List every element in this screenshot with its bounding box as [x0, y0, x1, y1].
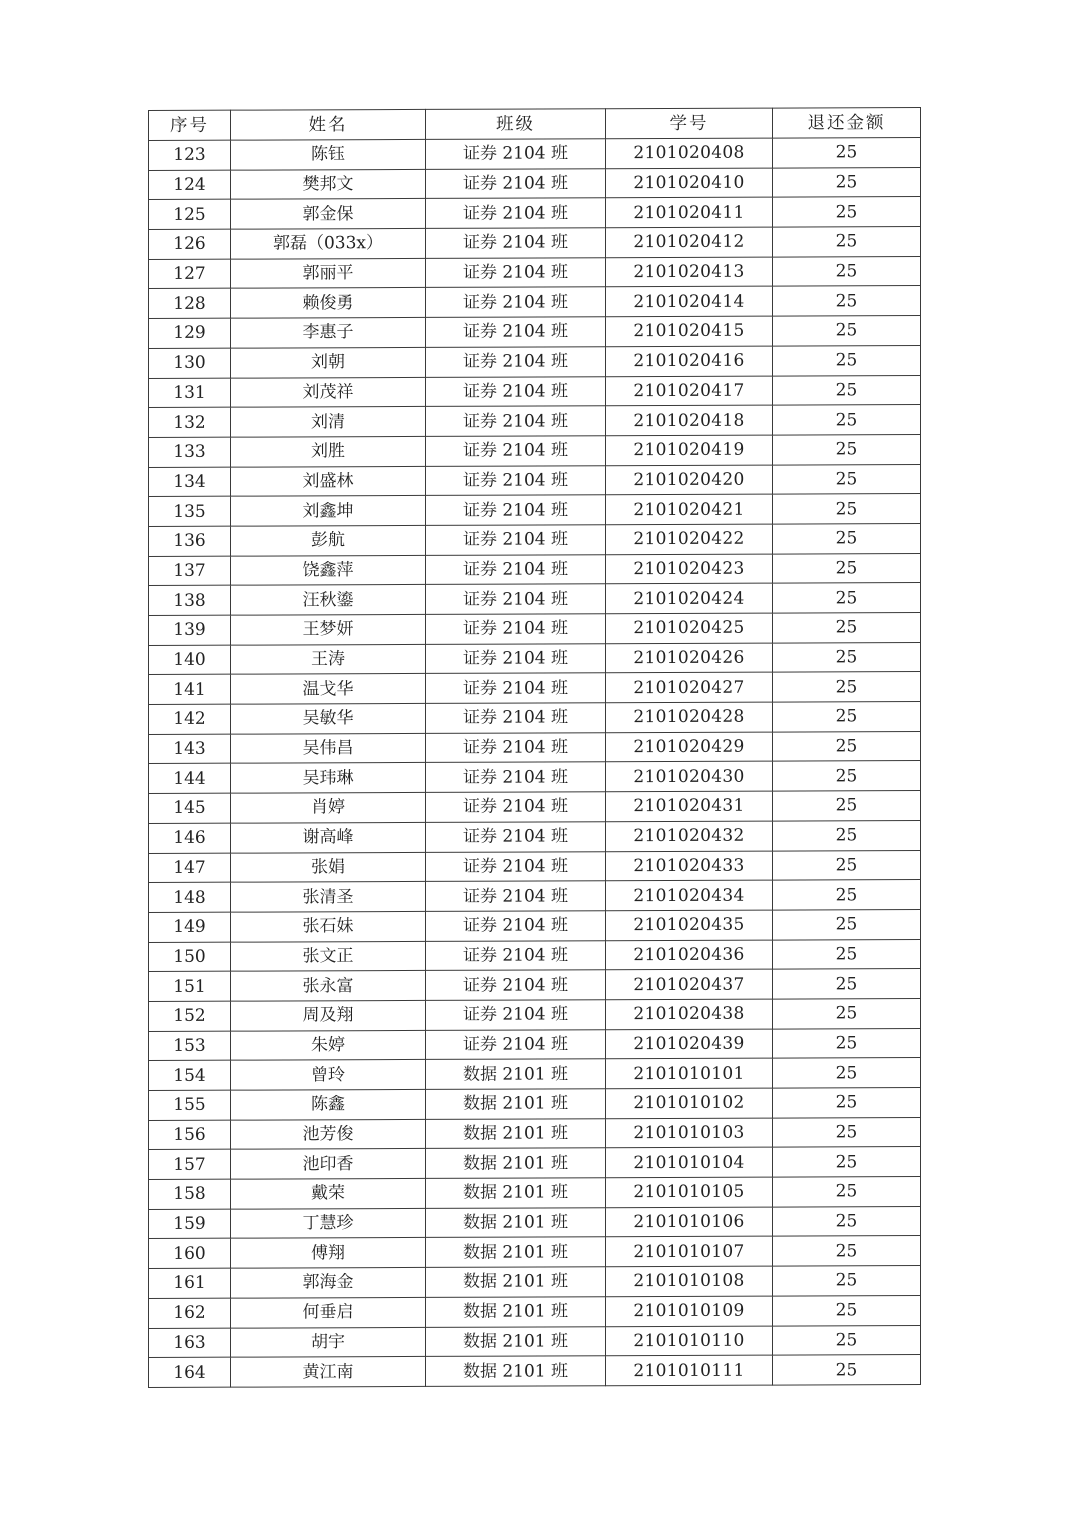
cell-name: 吴玮琳: [231, 763, 426, 793]
cell-name: 王涛: [231, 644, 426, 674]
cell-student-id: 2101020434: [606, 880, 773, 910]
cell-refund-amount: 25: [773, 1058, 921, 1088]
cell-refund-amount: 25: [773, 1295, 921, 1325]
cell-refund-amount: 25: [773, 1206, 921, 1236]
cell-class: 证券 2104 班: [426, 822, 606, 852]
cell-student-id: 2101020437: [606, 969, 773, 999]
cell-class: 证券 2104 班: [426, 1029, 606, 1059]
cell-name: 吴伟昌: [231, 733, 426, 763]
cell-seq-no: 126: [149, 229, 231, 259]
cell-seq-no: 162: [149, 1298, 231, 1328]
table-row: [149, 1177, 921, 1210]
cell-student-id: 2101020430: [606, 762, 773, 792]
cell-name: 刘朝: [231, 347, 426, 377]
cell-student-id: 2101020429: [606, 732, 773, 762]
cell-refund-amount: 25: [773, 613, 921, 643]
cell-name: 谢高峰: [231, 822, 426, 852]
cell-student-id: 2101020435: [606, 910, 773, 940]
table-row: [149, 791, 921, 824]
cell-class: 数据 2101 班: [426, 1059, 606, 1089]
table-row: [149, 613, 921, 646]
cell-class: 证券 2104 班: [426, 198, 606, 228]
cell-student-id: 2101010103: [606, 1118, 773, 1148]
cell-refund-amount: 25: [773, 1355, 921, 1385]
cell-seq-no: 146: [149, 823, 231, 853]
cell-name: 张永富: [231, 971, 426, 1001]
cell-name: 傅翔: [231, 1238, 426, 1268]
table-row: [149, 464, 921, 497]
cell-seq-no: 133: [149, 437, 231, 467]
cell-refund-amount: 25: [773, 227, 921, 257]
cell-seq-no: 136: [149, 526, 231, 556]
cell-class: 证券 2104 班: [426, 673, 606, 703]
cell-seq-no: 123: [149, 140, 231, 170]
cell-class: 证券 2104 班: [426, 287, 606, 317]
cell-student-id: 2101020412: [606, 227, 773, 257]
table-row: [149, 642, 921, 675]
cell-class: 证券 2104 班: [426, 317, 606, 347]
cell-refund-amount: 25: [773, 1117, 921, 1147]
cell-refund-amount: 25: [773, 316, 921, 346]
cell-student-id: 2101010108: [606, 1266, 773, 1296]
cell-student-id: 2101020422: [606, 524, 773, 554]
cell-name: 汪秋鎏: [231, 585, 426, 615]
table-row: [149, 1088, 921, 1121]
cell-name: 郭金保: [231, 199, 426, 229]
cell-name: 曾玲: [231, 1060, 426, 1090]
cell-class: 数据 2101 班: [426, 1089, 606, 1119]
cell-class: 证券 2104 班: [426, 1000, 606, 1030]
cell-seq-no: 132: [149, 407, 231, 437]
cell-class: 证券 2104 班: [426, 139, 606, 169]
cell-seq-no: 127: [149, 259, 231, 289]
cell-seq-no: 137: [149, 556, 231, 586]
cell-seq-no: 150: [149, 942, 231, 972]
cell-student-id: 2101020416: [606, 346, 773, 376]
cell-name: 刘盛林: [231, 466, 426, 496]
cell-class: 数据 2101 班: [426, 1148, 606, 1178]
cell-student-id: 2101020424: [606, 583, 773, 613]
cell-student-id: 2101010104: [606, 1147, 773, 1177]
cell-seq-no: 161: [149, 1268, 231, 1298]
cell-student-id: 2101020420: [606, 465, 773, 495]
cell-seq-no: 125: [149, 200, 231, 230]
table-row: [149, 197, 921, 230]
table-row: [149, 939, 921, 972]
cell-student-id: 2101020432: [606, 821, 773, 851]
cell-student-id: 2101020415: [606, 316, 773, 346]
cell-name: 刘清: [231, 407, 426, 437]
cell-class: 证券 2104 班: [426, 376, 606, 406]
cell-name: 郭海金: [231, 1268, 426, 1298]
cell-refund-amount: 25: [773, 464, 921, 494]
cell-seq-no: 155: [149, 1090, 231, 1120]
cell-seq-no: 143: [149, 734, 231, 764]
refund-table-sheet: [148, 107, 920, 1388]
cell-refund-amount: 25: [773, 702, 921, 732]
table-row: [149, 434, 921, 467]
table-row: [149, 1147, 921, 1180]
cell-class: 数据 2101 班: [426, 1207, 606, 1237]
cell-name: 郭丽平: [231, 258, 426, 288]
cell-student-id: 2101020414: [606, 287, 773, 317]
header-student-id: 学号: [606, 108, 773, 139]
table-row: [149, 909, 921, 942]
cell-refund-amount: 25: [773, 138, 921, 168]
cell-class: 证券 2104 班: [426, 732, 606, 762]
cell-name: 池印香: [231, 1149, 426, 1179]
cell-seq-no: 134: [149, 467, 231, 497]
cell-student-id: 2101010106: [606, 1207, 773, 1237]
cell-name: 王梦妍: [231, 614, 426, 644]
cell-student-id: 2101020418: [606, 405, 773, 435]
cell-class: 数据 2101 班: [426, 1356, 606, 1386]
cell-name: 吴敏华: [231, 703, 426, 733]
cell-refund-amount: 25: [773, 1088, 921, 1118]
cell-name: 周及翔: [231, 1000, 426, 1030]
cell-class: 证券 2104 班: [426, 911, 606, 941]
cell-name: 朱婷: [231, 1030, 426, 1060]
cell-name: 刘胜: [231, 436, 426, 466]
cell-refund-amount: 25: [773, 375, 921, 405]
cell-seq-no: 140: [149, 645, 231, 675]
cell-name: 郭磊（033x）: [231, 228, 426, 258]
cell-student-id: 2101020413: [606, 257, 773, 287]
cell-name: 丁慧珍: [231, 1208, 426, 1238]
table-row: [149, 583, 921, 616]
cell-refund-amount: 25: [773, 405, 921, 435]
cell-name: 陈钰: [231, 139, 426, 169]
cell-seq-no: 135: [149, 496, 231, 526]
table-row: [149, 731, 921, 764]
cell-class: 数据 2101 班: [426, 1118, 606, 1148]
cell-seq-no: 154: [149, 1060, 231, 1090]
cell-class: 证券 2104 班: [426, 257, 606, 287]
table-row: [149, 375, 921, 408]
cell-refund-amount: 25: [773, 1028, 921, 1058]
cell-name: 温戈华: [231, 674, 426, 704]
table-row: [149, 1117, 921, 1150]
cell-seq-no: 149: [149, 912, 231, 942]
table-row: [149, 880, 921, 913]
cell-seq-no: 159: [149, 1209, 231, 1239]
cell-seq-no: 124: [149, 170, 231, 200]
table-row: [149, 405, 921, 438]
cell-name: 樊邦文: [231, 169, 426, 199]
cell-class: 证券 2104 班: [426, 792, 606, 822]
cell-class: 证券 2104 班: [426, 584, 606, 614]
header-name: 姓名: [231, 109, 426, 140]
cell-class: 数据 2101 班: [426, 1178, 606, 1208]
cell-student-id: 2101020421: [606, 494, 773, 524]
cell-seq-no: 157: [149, 1150, 231, 1180]
cell-class: 证券 2104 班: [426, 465, 606, 495]
cell-name: 彭航: [231, 525, 426, 555]
cell-refund-amount: 25: [773, 642, 921, 672]
cell-class: 证券 2104 班: [426, 762, 606, 792]
cell-class: 证券 2104 班: [426, 614, 606, 644]
cell-refund-amount: 25: [773, 939, 921, 969]
table-row: [149, 1028, 921, 1061]
cell-refund-amount: 25: [773, 345, 921, 375]
table-row: [149, 672, 921, 705]
cell-student-id: 2101020426: [606, 643, 773, 673]
table-row: [149, 1355, 921, 1388]
cell-seq-no: 163: [149, 1328, 231, 1358]
cell-class: 证券 2104 班: [426, 643, 606, 673]
cell-refund-amount: 25: [773, 761, 921, 791]
cell-seq-no: 153: [149, 1031, 231, 1061]
cell-student-id: 2101020438: [606, 999, 773, 1029]
cell-name: 张清圣: [231, 882, 426, 912]
table-row: [149, 256, 921, 289]
header-seq-no: 序号: [149, 110, 231, 140]
cell-seq-no: 145: [149, 793, 231, 823]
table-row: [149, 761, 921, 794]
cell-seq-no: 144: [149, 764, 231, 794]
cell-refund-amount: 25: [773, 880, 921, 910]
cell-seq-no: 152: [149, 1001, 231, 1031]
cell-student-id: 2101020433: [606, 851, 773, 881]
cell-student-id: 2101020423: [606, 554, 773, 584]
cell-student-id: 2101020417: [606, 376, 773, 406]
table-row: [149, 1236, 921, 1269]
cell-name: 李惠子: [231, 318, 426, 348]
cell-name: 刘茂祥: [231, 377, 426, 407]
cell-student-id: 2101020431: [606, 791, 773, 821]
cell-student-id: 2101010109: [606, 1296, 773, 1326]
cell-refund-amount: 25: [773, 197, 921, 227]
cell-name: 陈鑫: [231, 1089, 426, 1119]
cell-student-id: 2101020411: [606, 197, 773, 227]
cell-name: 张娟: [231, 852, 426, 882]
table-row: [149, 167, 921, 200]
cell-seq-no: 131: [149, 378, 231, 408]
cell-refund-amount: 25: [773, 1147, 921, 1177]
cell-class: 证券 2104 班: [426, 940, 606, 970]
cell-seq-no: 141: [149, 675, 231, 705]
cell-seq-no: 156: [149, 1120, 231, 1150]
table-row: [149, 286, 921, 319]
cell-refund-amount: 25: [773, 731, 921, 761]
cell-name: 张文正: [231, 941, 426, 971]
cell-refund-amount: 25: [773, 1266, 921, 1296]
cell-class: 证券 2104 班: [426, 495, 606, 525]
cell-refund-amount: 25: [773, 850, 921, 880]
cell-refund-amount: 25: [773, 909, 921, 939]
cell-refund-amount: 25: [773, 969, 921, 999]
cell-refund-amount: 25: [773, 167, 921, 197]
table-header-row: [149, 108, 921, 141]
cell-class: 证券 2104 班: [426, 703, 606, 733]
table-row: [149, 850, 921, 883]
cell-seq-no: 142: [149, 704, 231, 734]
table-row: [149, 316, 921, 349]
cell-student-id: 2101020427: [606, 672, 773, 702]
cell-seq-no: 128: [149, 289, 231, 319]
table-row: [149, 702, 921, 735]
cell-seq-no: 129: [149, 318, 231, 348]
cell-refund-amount: 25: [773, 672, 921, 702]
table-row: [149, 553, 921, 586]
cell-name: 何垂启: [231, 1297, 426, 1327]
cell-student-id: 2101020439: [606, 1029, 773, 1059]
cell-student-id: 2101010110: [606, 1326, 773, 1356]
cell-refund-amount: 25: [773, 791, 921, 821]
cell-student-id: 2101010105: [606, 1177, 773, 1207]
cell-refund-amount: 25: [773, 998, 921, 1028]
cell-seq-no: 130: [149, 348, 231, 378]
cell-student-id: 2101020408: [606, 138, 773, 168]
table-row: [149, 227, 921, 260]
cell-refund-amount: 25: [773, 1236, 921, 1266]
cell-class: 证券 2104 班: [426, 347, 606, 377]
cell-name: 赖俊勇: [231, 288, 426, 318]
table-row: [149, 345, 921, 378]
table-row: [149, 1058, 921, 1091]
cell-student-id: 2101020428: [606, 702, 773, 732]
table-row: [149, 1206, 921, 1239]
cell-name: 池芳俊: [231, 1119, 426, 1149]
cell-student-id: 2101020425: [606, 613, 773, 643]
cell-name: 张石妹: [231, 911, 426, 941]
cell-refund-amount: 25: [773, 494, 921, 524]
cell-refund-amount: 25: [773, 256, 921, 286]
cell-class: 证券 2104 班: [426, 406, 606, 436]
cell-class: 证券 2104 班: [426, 525, 606, 555]
cell-seq-no: 148: [149, 882, 231, 912]
table-row: [149, 998, 921, 1031]
cell-name: 饶鑫萍: [231, 555, 426, 585]
cell-class: 证券 2104 班: [426, 228, 606, 258]
refund-table: [148, 107, 921, 1388]
cell-student-id: 2101010107: [606, 1237, 773, 1267]
table-row: [149, 969, 921, 1002]
table-row: [149, 1295, 921, 1328]
table-row: [149, 138, 921, 171]
cell-student-id: 2101020436: [606, 940, 773, 970]
cell-seq-no: 158: [149, 1179, 231, 1209]
table-row: [149, 1266, 921, 1299]
cell-refund-amount: 25: [773, 434, 921, 464]
cell-seq-no: 139: [149, 615, 231, 645]
cell-class: 数据 2101 班: [426, 1237, 606, 1267]
cell-student-id: 2101020410: [606, 168, 773, 198]
cell-class: 数据 2101 班: [426, 1326, 606, 1356]
cell-class: 证券 2104 班: [426, 436, 606, 466]
cell-class: 证券 2104 班: [426, 881, 606, 911]
cell-class: 证券 2104 班: [426, 851, 606, 881]
cell-student-id: 2101010111: [606, 1355, 773, 1385]
cell-seq-no: 138: [149, 585, 231, 615]
cell-name: 戴荣: [231, 1178, 426, 1208]
table-row: [149, 1325, 921, 1358]
cell-student-id: 2101020419: [606, 435, 773, 465]
cell-name: 肖婷: [231, 793, 426, 823]
cell-refund-amount: 25: [773, 553, 921, 583]
table-row: [149, 523, 921, 556]
cell-refund-amount: 25: [773, 1177, 921, 1207]
cell-class: 证券 2104 班: [426, 970, 606, 1000]
cell-seq-no: 160: [149, 1239, 231, 1269]
cell-student-id: 2101010102: [606, 1088, 773, 1118]
cell-class: 数据 2101 班: [426, 1267, 606, 1297]
cell-refund-amount: 25: [773, 583, 921, 613]
header-refund-amount: 退还金额: [773, 108, 921, 139]
cell-name: 黄江南: [231, 1357, 426, 1387]
cell-student-id: 2101010101: [606, 1058, 773, 1088]
header-class: 班级: [426, 109, 606, 140]
cell-seq-no: 147: [149, 853, 231, 883]
cell-seq-no: 151: [149, 971, 231, 1001]
cell-refund-amount: 25: [773, 286, 921, 316]
cell-name: 刘鑫坤: [231, 496, 426, 526]
table-row: [149, 494, 921, 527]
cell-refund-amount: 25: [773, 1325, 921, 1355]
cell-class: 数据 2101 班: [426, 1297, 606, 1327]
cell-class: 证券 2104 班: [426, 168, 606, 198]
cell-name: 胡宇: [231, 1327, 426, 1357]
table-row: [149, 820, 921, 853]
cell-refund-amount: 25: [773, 820, 921, 850]
table-body: [149, 138, 921, 1388]
cell-refund-amount: 25: [773, 523, 921, 553]
cell-class: 证券 2104 班: [426, 554, 606, 584]
cell-seq-no: 164: [149, 1357, 231, 1387]
